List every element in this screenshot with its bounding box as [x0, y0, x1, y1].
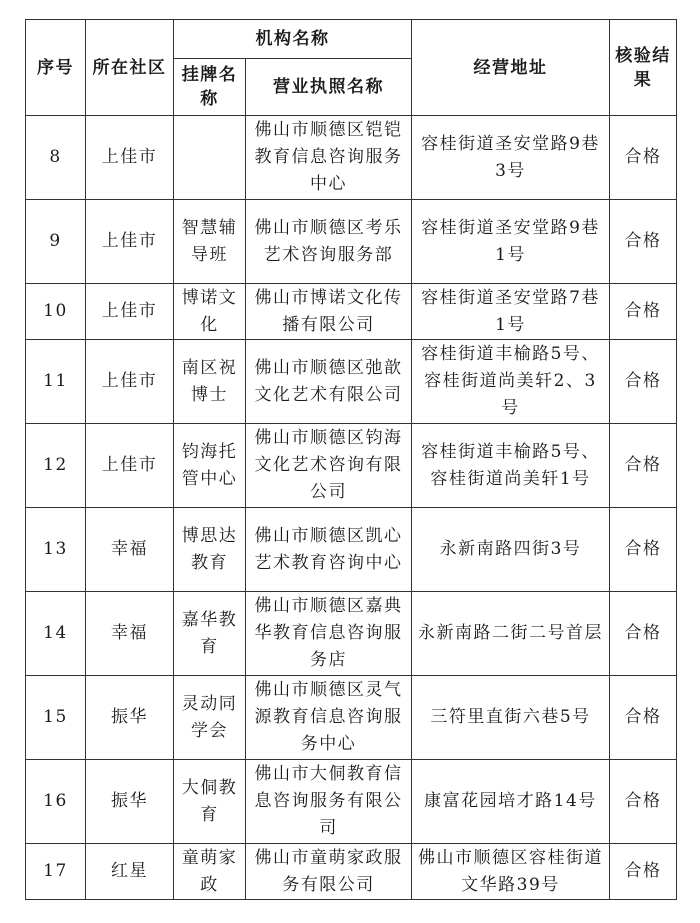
cell-community: 振华	[86, 760, 174, 844]
cell-result: 合格	[610, 424, 677, 508]
cell-seq: 12	[26, 424, 86, 508]
cell-address: 永新南路二街二号首层	[412, 592, 610, 676]
table-row	[26, 676, 677, 760]
cell-seq: 9	[26, 200, 86, 284]
cell-brand: 博思达教育	[174, 508, 246, 592]
cell-brand	[174, 116, 246, 200]
table-row	[26, 284, 677, 340]
cell-community: 振华	[86, 676, 174, 760]
cell-license: 佛山市顺德区钧海文化艺术咨询有限公司	[246, 424, 412, 508]
table-row	[26, 200, 677, 284]
cell-license: 佛山市大侗教育信息咨询服务有限公司	[246, 760, 412, 844]
cell-address: 永新南路四街3号	[412, 508, 610, 592]
header-seq: 序号	[26, 20, 86, 116]
cell-license: 佛山市童萌家政服务有限公司	[246, 844, 412, 900]
cell-address: 容桂街道圣安堂路9巷1号	[412, 200, 610, 284]
cell-seq: 10	[26, 284, 86, 340]
cell-seq: 8	[26, 116, 86, 200]
cell-address: 三符里直街六巷5号	[412, 676, 610, 760]
cell-brand: 大侗教育	[174, 760, 246, 844]
cell-license: 佛山市博诺文化传播有限公司	[246, 284, 412, 340]
cell-result: 合格	[610, 760, 677, 844]
cell-address: 容桂街道圣安堂路9巷3号	[412, 116, 610, 200]
cell-license: 佛山市顺德区嘉典华教育信息咨询服务店	[246, 592, 412, 676]
table-row	[26, 592, 677, 676]
cell-result: 合格	[610, 592, 677, 676]
header-row-1	[26, 20, 677, 59]
cell-result: 合格	[610, 676, 677, 760]
table-row	[26, 508, 677, 592]
header-address: 经营地址	[412, 20, 610, 116]
institution-table	[25, 19, 677, 900]
cell-seq: 11	[26, 340, 86, 424]
cell-license: 佛山市顺德区凯心艺术教育咨询中心	[246, 508, 412, 592]
cell-address: 容桂街道丰榆路5号、容桂街道尚美轩1号	[412, 424, 610, 508]
table-row	[26, 844, 677, 900]
cell-address: 康富花园培才路14号	[412, 760, 610, 844]
header-org: 机构名称	[174, 20, 412, 59]
cell-brand: 嘉华教育	[174, 592, 246, 676]
table-row	[26, 116, 677, 200]
cell-result: 合格	[610, 844, 677, 900]
cell-community: 上佳市	[86, 424, 174, 508]
cell-seq: 17	[26, 844, 86, 900]
header-result: 核验结果	[610, 20, 677, 116]
cell-brand: 童萌家政	[174, 844, 246, 900]
cell-seq: 14	[26, 592, 86, 676]
cell-address: 佛山市顺德区容桂街道文华路39号	[412, 844, 610, 900]
table-row	[26, 760, 677, 844]
cell-community: 上佳市	[86, 200, 174, 284]
cell-community: 上佳市	[86, 116, 174, 200]
cell-license: 佛山市顺德区弛歆文化艺术有限公司	[246, 340, 412, 424]
cell-community: 红星	[86, 844, 174, 900]
cell-result: 合格	[610, 508, 677, 592]
cell-address: 容桂街道丰榆路5号、容桂街道尚美轩2、3号	[412, 340, 610, 424]
cell-brand: 灵动同学会	[174, 676, 246, 760]
cell-seq: 13	[26, 508, 86, 592]
cell-brand: 南区祝博士	[174, 340, 246, 424]
table-row	[26, 424, 677, 508]
table-row	[26, 340, 677, 424]
header-license: 营业执照名称	[246, 59, 412, 116]
cell-seq: 16	[26, 760, 86, 844]
cell-seq: 15	[26, 676, 86, 760]
cell-brand: 智慧辅导班	[174, 200, 246, 284]
cell-result: 合格	[610, 200, 677, 284]
cell-community: 上佳市	[86, 284, 174, 340]
cell-result: 合格	[610, 116, 677, 200]
cell-license: 佛山市顺德区铠铠教育信息咨询服务中心	[246, 116, 412, 200]
header-community: 所在社区	[86, 20, 174, 116]
cell-license: 佛山市顺德区考乐艺术咨询服务部	[246, 200, 412, 284]
cell-community: 幸福	[86, 508, 174, 592]
cell-result: 合格	[610, 340, 677, 424]
cell-license: 佛山市顺德区灵气源教育信息咨询服务中心	[246, 676, 412, 760]
cell-result: 合格	[610, 284, 677, 340]
cell-community: 幸福	[86, 592, 174, 676]
cell-brand: 钧海托管中心	[174, 424, 246, 508]
header-brand: 挂牌名称	[174, 59, 246, 116]
cell-community: 上佳市	[86, 340, 174, 424]
cell-brand: 博诺文化	[174, 284, 246, 340]
cell-address: 容桂街道圣安堂路7巷1号	[412, 284, 610, 340]
